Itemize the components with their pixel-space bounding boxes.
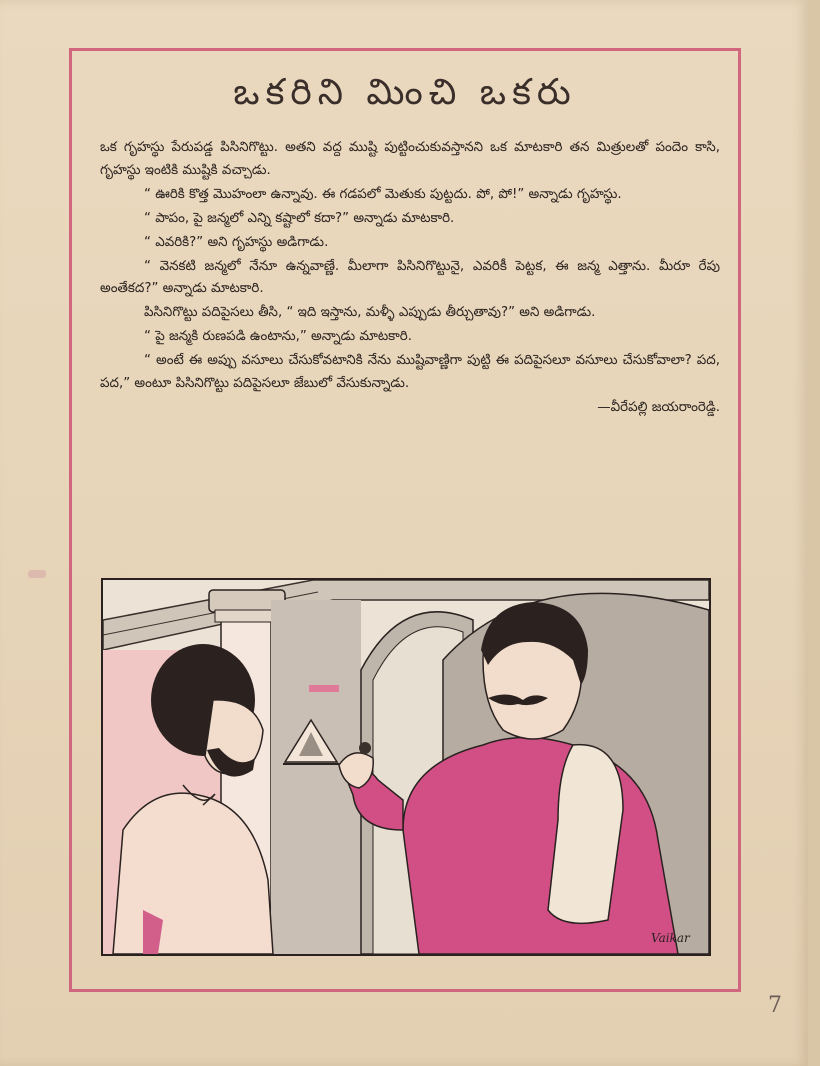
story-paragraph: “ ఊరికి కొత్త మొహంలా ఉన్నావు. ఈ గడపలో మెతుకు పుట్టదు. పో, పో!” అన్నాడు గృహస్థు. xyxy=(144,186,622,202)
story-paragraph: “ అంటే ఈ అప్పు వసూలు చేసుకోవటానికి నేను ముష్టివాణ్ణిగా పుట్టి ఈ పదిపైసలూ వసూలు చేసుకోవాలా? పద, పద,” అంటూ పిసినిగొట్టు పదిపైసలూ జేబులో వేసుకున్నాడు. xyxy=(100,353,720,391)
story-illustration xyxy=(101,578,711,956)
story-paragraph: పిసినిగొట్టు పదిపైసలు తీసి, “ ఇది ఇస్తాను, మళ్ళీ ఎప్పుడు తీర్చుతావు?” అని అడిగాడు. xyxy=(144,305,596,321)
illustrator-signature: Vaikar xyxy=(651,931,690,945)
illustration-drawing xyxy=(103,580,709,954)
story-body xyxy=(100,137,720,419)
story-title: ఒకరిని మించి ఒకరు xyxy=(233,72,577,113)
story-paragraph: “ వెనకటి జన్మలో నేనూ ఉన్నవాణ్ణే. మీలాగా పిసినిగొట్టునై, ఎవరికీ పెట్టక, ఈ జన్మ ఎత్తాను. మీరూ రేపు అంతేకద?” అన్నాడు మాటకారి. xyxy=(100,258,720,297)
story-paragraph: ఒక గృహస్థు పేరుపడ్డ పిసినిగొట్టు. అతని వద్ద ముష్టి పుట్టించుకువస్తానని ఒక మాటకారి తన మిత్రులతో పందెం కాసి, గృహస్థు ఇంటికి ముష్టికి వచ్చాడు. xyxy=(100,140,720,178)
page-edge xyxy=(808,0,820,1066)
story-paragraph: “ పై జన్మకి రుణపడి ఉంటాను,” అన్నాడు మాటకారి. xyxy=(144,329,412,345)
story-paragraph: “ పాపం, పై జన్మలో ఎన్ని కష్టాలో కదా?” అన్నాడు మాటకారి. xyxy=(144,210,455,226)
ink-speck xyxy=(28,570,46,578)
page-number: 7 xyxy=(768,993,782,1018)
author-byline: —వీరేపల్లి జయరాంరెడ్డి. xyxy=(597,399,720,415)
story-paragraph: “ ఎవరికి?” అని గృహస్థు అడిగాడు. xyxy=(144,234,329,250)
